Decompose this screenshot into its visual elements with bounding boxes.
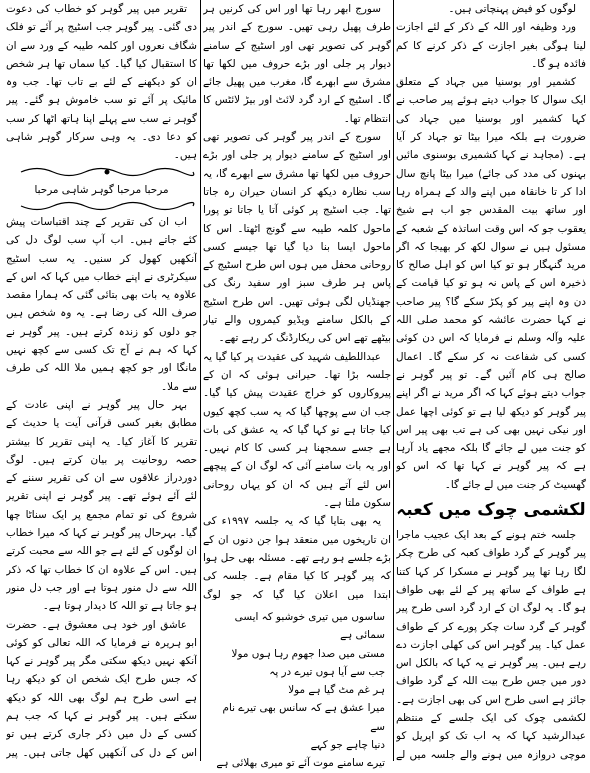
col3-chant: مرحبا مرحبا گوہر شاہی مرحبا [34,183,169,196]
section-heading-lakshmi-chowk: لکشمی چوک میں کعبہ [396,500,586,521]
ornament-divider-icon [17,199,197,213]
poem-line [203,645,391,663]
col3-para-3: بہر حال پیر گوہر نے اپنی عادت کے مطابق بغیر کسی قرآنی آیت یا حدیث کے تقریر کا آغاز کیا۔ یہ اپنی تقریر کا بیشتر حصہ روحانیت پر بیان کرتے ہیں۔ لوگ دوردراز علاقوں سے ان کی تقریر سننے کے لئے آئے ہوئے تھے۔ پیر گوہر نے اپنی تقریر شروع کی تو تمام مجمع پر ایک سناٹا چھا گیا۔ بہرحال پیر گوہر نے کہا کہ میرا خطاب ان لوگوں کے لئے ہے جو اللہ سے محبت کرتے ہیں۔ اس کے علاوہ ان کا خطاب تھا کہ ذکر اللہ سے دل منور ہوتا ہے اور جب دل منور ہو جاتا ہے تو اللہ کا دیدار ہوتا ہے۔ [6,398,197,613]
col3-para-2: اب ان کی تقریر کے چند اقتباسات پیش کئے جاتے ہیں۔ اب آپ سب لوگ دل کی آنکھیں کھول کر سنیں۔ یہ سب اسٹیج سیکرٹری نے اپنے خطاب میں کہا کہ اس کے علاوہ یہ بات بھی بتائی گئی کہ ہمارا مقصد صرف اللہ کی رضا ہے۔ یہ وہ شخص ہیں جو دلوں کو زندہ کرتے ہیں۔ پیر گوہر نے کہا کہ ہم نے آج تک کسی سے کچھ نہیں مانگا اور جو کچھ ہمیں ملا اللہ کی طرف سے ملا۔ [6,215,197,393]
poem-verse: میرا عشق ہے کہ سانس بھی تیرے نام سے [222,702,385,733]
poem-line [203,663,391,681]
column-divider-left [200,0,201,761]
poem-line [203,754,391,772]
col1-para-1: لوگوں کو فیض پہنچاتی ہیں۔ [448,3,576,15]
poem-line [203,736,391,754]
col3-para-1: تقریر میں پیر گوہر کو خطاب کی دعوت دی گئی۔ پیر گوہر جب اسٹیج پر آئے تو فلک شگاف نعروں اور کلمہ طیبہ کے ورد سے ان کا استقبال کیا گیا۔ کیا سماں تھا ہر شخص ان کو دیکھنے کے لئے بے تاب تھا۔ جب وہ مائیک پر آئے تو سب خاموش ہو گئے۔ پیر گوہر نے سب سے پہلے اپنا ہاتھ اٹھا کر سب کو دعا دی۔ یہ وہی سرکار گوہر شاہی ہیں۔ [6,3,197,162]
ornament-divider [6,165,197,181]
col2-para-3: عبداللطیف شہید کی عقیدت پر کیا گیا یہ جلسہ بڑا تھا۔ حیرانی ہوئی کہ ان کے پیروکاروں کو خراج عقیدت پیش کیا گیا۔ جب ان سے پوچھا گیا کہ یہ سب کچھ کیوں کیا جاتا ہے تو کہا گیا کہ یہ عشق کی بات ہے جسے سمجھنا ہر کسی کا کام نہیں۔ اور یہ بات سامنے آئی کہ لوگ ان کے پیچھے اس لئے آتے ہیں کہ ان کو یہاں روحانی سکون ملتا ہے۔ [203,350,391,510]
poem-verse: دنیا چاہے جو کہے [310,739,385,752]
col1-para-4: جلسہ ختم ہونے کے بعد ایک عجیب ماجرا پیر گوہر کے گرد طواف کعبہ کی طرح چکر لگا رہا تھا پیر گوہر نے مسکرا کر کہا کتنا ہے طواف کے ساتھ پیر کے لئے بھی طواف ہو گا۔ یہ لوگ ان کے ارد گرد اسی طرح پیر گوہر کے گرد سات چکر پورے کر کے طواف عمل کیا۔ پیر گوہر اس کی کھلی اجازت دے رہے ہیں۔ پیر گوہر نے یہ کہا کہ بالکل اس دور میں جس طرح بیت اللہ کے گرد طواف جائز ہے اسی طرح اس کی بھی اجازت ہے۔ لکشمی چوک کی ایک جلسے کے منتظم عبدالرشید کہا کہ یہ اب تک کو اپریل کو موچی دروازہ میں ہونے والے جلسہ میں لے [396,529,586,761]
poem-verse: ساسوں میں تیری خوشبو کہ ایسی سمائی ہے [234,611,385,642]
ornament-divider [6,199,197,213]
col2-para-2: سورج کے اندر پیر گوہر کی تصویر تھی اور اسٹیج کے سامنے دیوار پر جلی اور بڑے حروف میں لکھا تھا مشرق سے ابھرے گا، یہ سب نظارہ دیکھ کر انسان حیران رہ جاتا تھا۔ جب اسٹیج پر کوئی آتا یا جاتا تو پورا ماحول کلمہ طیبہ سے گونج اٹھتا۔ اس کا ماحول ایسا بنا دیا گیا تھا جیسے کسی روحانی محفل میں ہوں اس طرح اسٹیج کے پاس ہر طرف سبز اور سفید رنگ کی جھنڈیاں لگی ہوئی تھیں۔ اس طرح اسٹیج کے بالکل سامنے ویڈیو کیمروں والے تیار بیٹھے تھے اس کی ریکارڈنگ کر رہے تھے۔ [203,131,391,345]
poem-verse: جب سے آیا ہوں تیرے در پہ [269,665,385,678]
col1-para-3: کشمیر اور بوسنیا میں جہاد کے متعلق ایک سوال کا جواب دیتے ہوئے پیر صاحب نے کہا کشمیر اور بوسنیا میں جہاد کی ضرورت ہے بلکہ میرا بیٹا تو جہاد کر آیا ہے۔ (مجاہد نے کہا کشمیری بوسنوی مائیں بہنوں کی مدد کی جائے) میرا بیٹا پانچ سال ادا کر تا خانقاہ میں اپنے والد کے ہمراہ رہا اور ساتھ بیت المقدس جو اب ہے شیخ یعقوب جو کہ اس وقت اساتذہ کے شعبہ کے مسئول ہیں نے سوال لکھ کر بھیجا کہ اگر مرید گنہگار ہو تو کیا اس کو اہل صالح کا ذخیرہ اس کے پاس نہ ہو تو کیا قیامت کے دن وہ اپنے پیر کو پکڑ سکے گا؟ پیر صاحب نے کہا حضرت عائشہ کو محمد صلی اللہ علیہ وآلہ وسلم نے فرمایا کہ اس دن کوئی کسی کی شفاعت نہ کر سکے گا۔ اعمال صالح ہی کام آئیں گے۔ تو پیر گوہر نے جواب دیتے ہوئے کہا کہ اگر مرید نے اگر اپنے پیر گوہر کو دیکھ لیا ہے تو کوئی اچھا عمل اور نیکی نہیں بھی کی ہے تب بھی پیر اس کو جنت میں لے جائے گا بلکہ مجھے یاد آرہا ہے کہ پیر گوہر نے کہا تھا کہ اس کو گھسیٹ کر جنت میں لے جائے گا۔ [396,76,586,491]
poem-verse: ہر غم مٹ گیا ہے مولا [288,684,385,697]
poem-box [203,608,391,773]
poem-verse: تیرے سامنے موت آئے تو میری بھلائی ہے [216,757,385,770]
col1-para-2: ورد وظیفہ اور اللہ کے ذکر کے لئے اجازت لینا ہوگی بغیر اجازت کے ذکر کرنے کا کم فائدہ ہو گا۔ [396,21,586,70]
column-right [396,0,586,761]
poem-verse: مستی میں صدا جھوم رہا ہوں مولا [231,647,385,660]
column-left [6,0,197,761]
column-middle [203,0,391,600]
ornament-divider-icon [17,165,197,179]
poem-line [203,608,391,645]
col2-para-1: سورج ابھر رہا تھا اور اس کی کرنیں ہر طرف پھیل رہی تھیں۔ سورج کے اندر پیر گوہر کی تصویر تھی اور اسٹیج کے سامنے دیوار پر جلی اور بڑے حروف میں لکھا تھا مشرق سے ابھرے گا، مغرب میں پھیل جائے گا۔ اسٹیج کے ارد گرد لائٹ اور بیڑ لائٹس کا انتظام تھا۔ [203,3,391,125]
col3-para-4: عاشق اور خود ہی معشوق ہے۔ حضرت ابو ہریرہ نے فرمایا کہ اللہ تعالی کو کوئی آنکھ نہیں دیکھ سکتی مگر پیر گوہر نے کہا کہ جس طرح ایک شخص ان کو دیکھ رہا ہے اسی طرح ہم لوگ بھی اللہ کو دیکھ سکتے ہیں۔ پیر گوہر نے کہا کہ جب ہم کسی کے دل میں ذکر جاری کرتے ہیں تو اس کے دل کی آنکھیں کھل جاتی ہیں۔ پیر [6,618,197,759]
col2-para-4: یہ بھی بتایا گیا کہ یہ جلسہ ۱۹۹۷ء کی ان تاریخوں میں منعقد ہوا جن دنوں ان کے بڑے جلسے ہو رہے تھے۔ مسئلہ بھی حل ہوا کہ پیر گوہر کا کیا مقام ہے۔ جلسہ کی ابتدا میں اعلان کیا گیا کہ جو لوگ [203,515,391,600]
poem-line [203,699,391,736]
poem-line [203,681,391,699]
column-divider-right [393,0,394,761]
